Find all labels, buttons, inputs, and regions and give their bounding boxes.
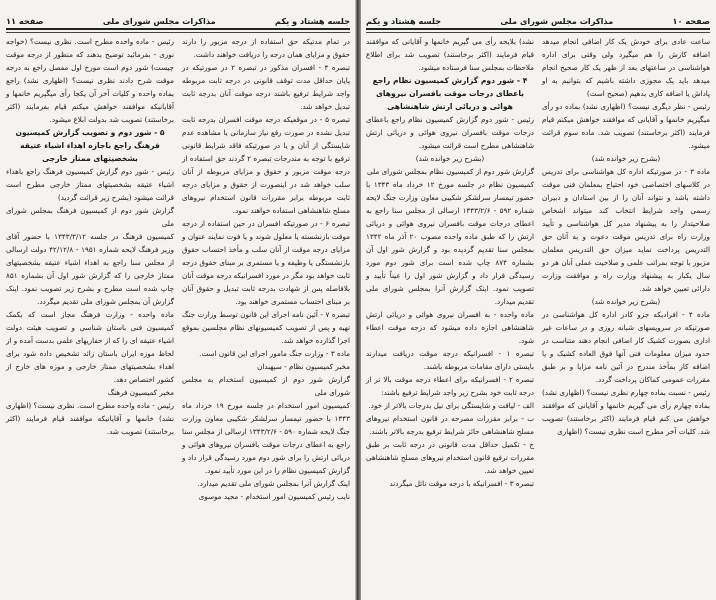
section-heading: ۴ - شور دوم گزارش کمیسیون نظام راجع باعطای درجات موقت بافسران نیروهای هوائی و دریائی ارتش شاهنشاهی [372,76,528,111]
paragraph: الف - لیاقت و شایستگی برای نیل بدرجات بالاتر از خود. [368,401,534,410]
header-rule [366,32,710,33]
paragraph: رئیس - نظر دیگری نیست؟ (اظهاری نشد) بماده دو رأی میگیریم خانمها و آقایانی که موافقند خواهش میکنم قیام فرمایند (اکثر برخاستند) تصویب شد. ماده سوم قرائت میشود. [542,102,710,150]
paragraph: اینک گزارش آنرا بمجلس شورای ملی تقدیم میدارد. [197,479,350,488]
left-page-header [6,12,350,30]
left-page-column-2 [6,35,174,503]
paragraph: گزارش شور دوم از کمیسیون فرهنگ بمجلس شورای ملی [6,206,174,228]
paragraph: ماده ۳ - وزارت جنگ مامور اجرای این قانون است. [199,349,350,358]
paragraph: تبصره ۷ - آئین نامه اجرای این قانون توسط وزارت جنگ تهیه و پس از تصویب کمیسیونهای نظام مجلسین بموقع اجرا گذارده خواهد شد. [182,310,350,345]
paragraph: کمیسیون نظام در جلسه مورخ ۱۲ خرداد ماه ۱۳۴۳ با حضور تیمسار سرلشکر شکیبی معاون وزارت جنگ لایحه شماره ۵۹۲ - ۱۳۴۳/۲/۶ ارسالی از مجلس سنا راجع به اعطای درجات موقت بافسران نیروی هوائی و دریائی ارتش را که طبق ماده واحده مصوب ۲۰ آذر ماه ۱۳۴۲ بمجلس سنا تقدیم گردیده بود و گزارش شور اول آن بشماره ۸۷۴ چاپ شده است برای شور دوم مورد رسیدگی قرار داد و گزارش شور اول را عیناً تأیید و تصویب نمود. اینک گزارش آنرا بمجلس شورای ملی تقدیم میدارد. [366,180,535,306]
paragraph: گزارش شور دوم از کمیسیون استخدام به مجلس شورای ملی [182,375,350,397]
paragraph: کمیسیون فرهنگ در جلسه ۱۳۴۳/۳/۱۲ با حضور آقای وزیر فرهنگ لایحه شماره ۱۹۵۱ - ۴۲/۱۲/۸ دولت ارسالی از مجلس سنا راجع به اهداء اشیاء عتیقه بشخصیتهای ممتاز خارجی را که گزارش شور اول آن بشماره ۸۵۱ چاپ شده است مطرح و بشرح زیر تصویب نمود. اینک گزارش آن بمجلس شورای ملی تقدیم میگردد. [6,232,174,306]
left-page [0,0,356,600]
paragraph: نایب رئیس کمیسیون امور استخدام - مجید موسوی [198,492,350,501]
paragraph: رئیس - شور دوم گزارش کمیسیون نظام راجع باعطای درجات موقت بافسران نیروی هوائی و دریائی ارتش شاهنشاهی مطرح است قرائت میشود. [366,115,534,150]
right-page-column-2 [366,35,534,490]
paragraph: ساعت عادی برای خودش یک کار اضافی انجام میدهد اضافه کارش را هم میگیرد ولی وقتی برای اداره هواشناسی در ساعتهای بعد از ظهر یک کار صحیح انجام میدهد باید یک مجوزی داشته باشیم که بتوانیم به او پاداش یا اضافه کاری بدهیم (صحیح است) [542,37,710,98]
paragraph: (بشرح زیر خوانده شد) [591,297,661,306]
paragraph: ب - برابر مقررات مصرحه در قانون استخدام نیروهای مسلح شاهنشاهی حائز شرایط ترفیع بدرجه بالاتر باشند. [366,414,534,436]
paragraph: رئیس - نسبت بماده چهارم نظری نیست؟ (اظهاری نشد) بماده چهارم رأی می گیریم خانمها و آقایانی که موافقند خواهش می کنم قیام فرمایند (اکثر برخاستند) تصویب شد. کلیات آخر مطرح است نظری نیست؟ (اظهاری [542,388,710,436]
paragraph: در تمام مدتیکه حق استفاده از درجه مزبور را دارند حقوق و مزایای همان درجه را دریافت خواهند داشت. [182,37,350,59]
paragraph: ماده واحده - به افسران نیروی هوائی و دریائی ارتش شاهنشاهی اجازه داده میشود که درجه موقت اعطاء شود. [366,310,534,345]
paragraph: تبصره ۶ - در صورتیکه افسران در حین استفاده از درجه موقت بازنشسته یا معلول شوند و یا فوت نمایند عنوان و مزایای درجه موقت از آنان سلب و مأخذ احتساب حقوق بازنشستگی یا وظیفه و یا مستمری بر مبنای حقوق درجه ثابت خواهد بود مگر در مورد افسرانیکه درجه موقت آنان بلافاصله پس از شهادت بدرجه ثابت تبدیل و حقوق آنان بر مبنای احتساب مستمری خواهند بود. [182,219,350,306]
section-heading: ۵ - شور دوم و تصویب گزارش کمیسیون فرهنگ راجع باجازه اهداء اشیاء عتیقه بشخصیتهای ممتاز خارجی [15,128,165,163]
paragraph: ماده واحده - وزارت فرهنگ مجاز است که بکمک کمیسیون فنی باستان شناسی و تصویب هیئت دولت اشیاء عتیقه ای را که از حفاریهای علمی بدست آمده و از لحاظ موزه ایران باستان زائد تشخیص داده شود برای اهداء بشخصیتهای ممتاز خارجی و موزه های خارج از کشور اختصاص دهد. [6,310,174,384]
paragraph: رئیس - ماده واحده مطرح است. نظری نیست؟ (اظهاری نشد) خانمها و آقایانیکه موافقند قیام فرمایند (اکثر برخاستند) تصویب شد. [6,401,174,436]
paragraph: کمیسیون امور استخدام در جلسه مورخ ۱۹ خرداد ماه ۱۳۴۳ با حضور تیمسار سرلشکر شکیبی معاون وزارت جنگ لایحه شماره ۵۹۰ - ۱۳۴۳/۲/۶ ارسالی از مجلس سنا راجع به اعطای درجات موقت بافسران نیروهای هوائی و دریائی ارتش را برای شور دوم مورد رسیدگی قرار داد و گزارش کمیسیون نظام را در این مورد تأیید نمود. [182,401,350,475]
left-page-columns [6,35,350,503]
paragraph: رئیس - ماده واحده مطرح است. نظری نیست؟ (خواجه نوری - بفرمائید توضیح بدهند که منظور از درجه موقت چیست) شور دوم است مورخ اول مفصل راجع به درجه موقت شرح دادند نظری نیست؟ (اظهاری نشد) راجع بماده واحده و کلیات آخر آن یکجا رأی میگیریم خانمها و آقایانیکه موافقند خواهش میکنم قیام بفرمایند (اکثر برخاستند) تصویب شد بدولت ابلاغ میشود. [6,37,174,124]
left-page-column-1 [182,35,350,503]
paragraph: تبصره ۳ - افسرانیکه با درجه موقت نائل میگردند [389,479,534,488]
paragraph: مخبر کمیسیون نظام - سپهبدان [257,362,350,371]
paragraph: تبصره ۲ - افسرانیکه برای اعطاء درجه موقت بالا تر از درجه ثابت خود بشرح زیر واجد شرایط ترفیع باشند: [366,375,535,397]
paragraph: (بشرح زیر خوانده شد) [591,154,661,163]
paragraph: ماده ۳ - در صورتیکه اداره کل هواشناسی برای تدریس در کلاسهای اختصاصی خود احتیاج بمعلمان فنی موقت داشته باشد و نتواند آنان را از بین استادان و دبیران رسمی واجد شرایط انتخاب کند میتواند اشخاص صلاحیتدار را به پیشنهاد مدیر کل هواشناسی و تأیید وزارت راه برای تدریس موقت دعوت و به آنان حق التدریس پرداخت نماید میزان حق التدریس معلمان مزبور با توجه بمراتب علمی و صلاحیت عملی آنان هر دو سال یکبار به پیشنهاد وزارت راه و موافقت وزارت دارائی تعیین خواهد شد. [542,167,711,293]
header-rule [6,32,350,33]
paragraph: تبصره ۴ - افسران مذکور در تبصره ۲ در صورتیکه در پایان حداقل مدت توقف قانونی در درجه ثابت مربوطه واجد شرایط ترفیع باشند درجه موقت آنان بدرجه ثابت تبدیل خواهد شد. [182,63,351,111]
paragraph: مخبر کمیسیون فرهنگ [107,388,174,397]
right-page-columns [366,35,710,490]
paragraph: (بشرح زیر خوانده شد) [415,154,485,163]
right-page-header [366,12,710,30]
paragraph: ماده ۴ - افرادیکه جزو کادر اداره کل هواشناسی در صورتیکه در سرویسهای شبانه روزی و در ساعات غیر اداری بصورت کشیک کار اضافی انجام دهند متناسب در حدود میزان معلومات فنی آنها فوق العاده کشیک و یا اضافه کار بمأخذ مندرج در آئین نامه مزایا و بر طبق مقررات عمومی کماکان پرداخت گردد. [542,310,710,384]
paragraph: تبصره ۱ - افسرانیکه درجه موقت دریافت میدارند بایستی دارای مقامات مربوطه باشند. [366,349,535,371]
left-page-number: صفحه ۱۱ [6,16,44,26]
paragraph: رئیس - شور دوم گزارش کمیسیون فرهنگ راجع باهداء اشیاء عتیقه بشخصیتهای ممتاز خارجی مطرح است قرائت میشود (بشرح زیر قرائت گردید) [6,167,174,202]
paragraph: ج - تکمیل حداقل مدت قانونی در درجه ثابت بر طبق مقررات ترفیع قانون استخدام نیروهای مسلح شاهنشاهی تعیین خواهد شد. [366,440,534,475]
paragraph: نشد) بلایحه رأی می گیریم خانمها و آقایانی که موافقند قیام فرمایند (اکثر برخاستند) تصویب شد برای اطلاع ملاحظات بمجلس سنا فرستاده میشود. [366,37,534,72]
paragraph: گزارش شور دوم از کمیسیون نظام بمجلس شورای ملی [367,167,534,176]
left-page-session: جلسه هشتاد و یکم [274,16,350,26]
left-page-title: مذاکرات مجلس شورای ملی [102,16,216,26]
paragraph: تبصره ۵ - در موقعیکه درجه موقت افسران بدرجه ثابت تبدیل نشده در صورت رفع نیاز سازمانی یا مشاهده عدم شایستگی از آنان و یا در صورتیکه فاقد شرایط قانونی ترفیع با توجه به مندرجات تبصره ۲ گردند حق استفاده از درجه موقت مزبور و حقوق و مزایای مربوطه از آنان سلب خواهد شد در اینصورت از حقوق و مزایای درجه ثابت مربوطه برابر مقررات قانون استخدام نیروهای مسلح شاهنشاهی استفاده خواهند نمود. [182,115,350,215]
right-page-number: صفحه ۱۰ [672,16,710,26]
right-page-title: مذاکرات مجلس شورای ملی [500,16,614,26]
right-page-session: جلسه هشتاد و یکم [366,16,442,26]
right-page-column-1 [542,35,710,490]
right-page [360,0,716,600]
